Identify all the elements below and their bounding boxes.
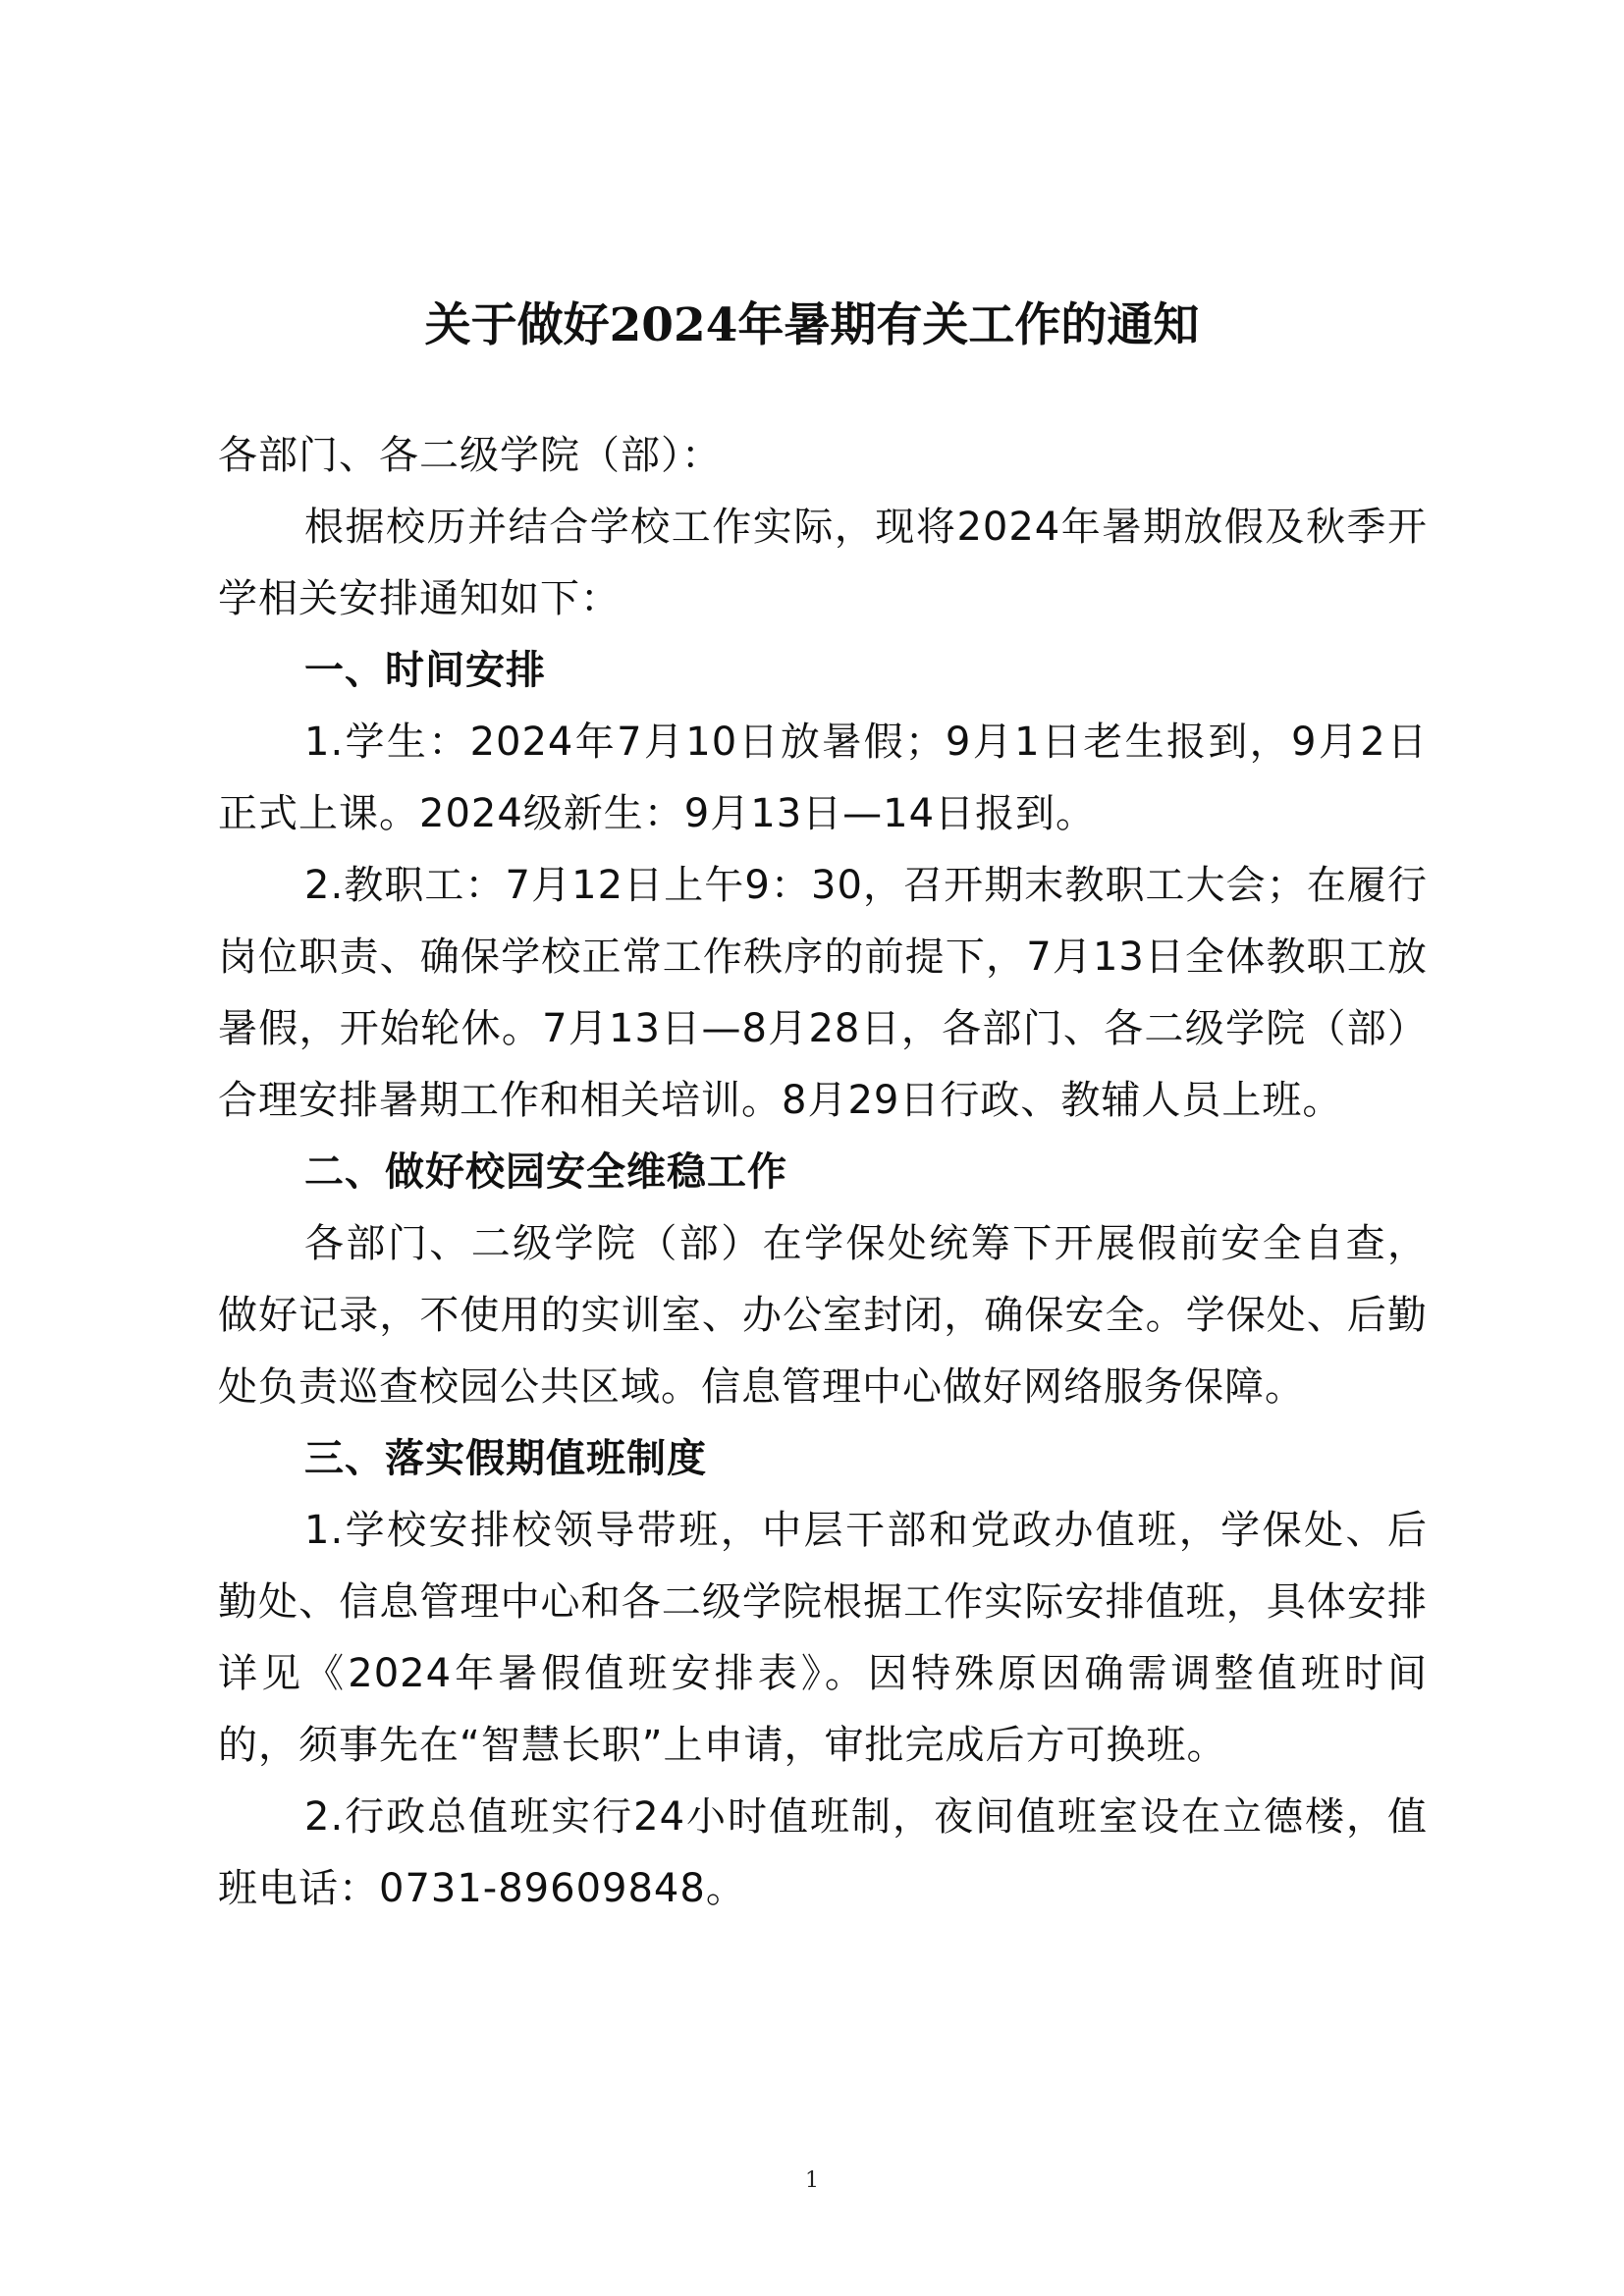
- campus-safety-paragraph: 各部门、二级学院（部）在学保处统筹下开展假前安全自查，做好记录，不使用的实训室、办公室封闭，确保安全。学保处、后勤处负责巡查校园公共区域。信息管理中心做好网络服务保障。: [218, 1221, 1428, 1410]
- staff-schedule-paragraph: 2.教职工：7月12日上午9：30，召开期末教职工大会；在履行岗位职责、确保学校正常工作秩序的前提下，7月13日全体教职工放暑假，开始轮休。7月13日—8月28日，各部门、各二级学院（部）合理安排暑期工作和相关培训。8月29日行政、教辅人员上班。: [218, 863, 1428, 1123]
- section-heading-time-arrangement: 一、时间安排: [304, 648, 546, 693]
- page-number: 1: [805, 2168, 819, 2193]
- students-schedule-paragraph: 1.学生：2024年7月10日放暑假；9月1日老生报到，9月2日正式上课。2024级新生：9月13日—14日报到。: [218, 720, 1428, 836]
- duty-arrangement-paragraph: 1.学校安排校领导带班，中层干部和党政办值班，学保处、后勤处、信息管理中心和各二级学院根据工作实际安排值班，具体安排详见《2024年暑假值班安排表》。因特殊原因确需调整值班时间的，须事先在“智慧长职”上申请，审批完成后方可换班。: [218, 1508, 1428, 1768]
- document-body: [218, 420, 1428, 1925]
- intro-paragraph: 根据校历并结合学校工作实际，现将2024年暑期放假及秋季开学相关安排通知如下：: [218, 505, 1428, 621]
- document-title: 关于做好2024年暑期有关工作的通知: [424, 298, 1200, 352]
- section-heading-duty-system: 三、落实假期值班制度: [304, 1436, 707, 1481]
- duty-phone-paragraph: 2.行政总值班实行24小时值班制，夜间值班室设在立德楼，值班电话：0731-89609848。: [218, 1794, 1428, 1911]
- salutation: 各部门、各二级学院（部）：: [218, 433, 722, 478]
- section-heading-campus-safety: 二、做好校园安全维稳工作: [304, 1149, 787, 1195]
